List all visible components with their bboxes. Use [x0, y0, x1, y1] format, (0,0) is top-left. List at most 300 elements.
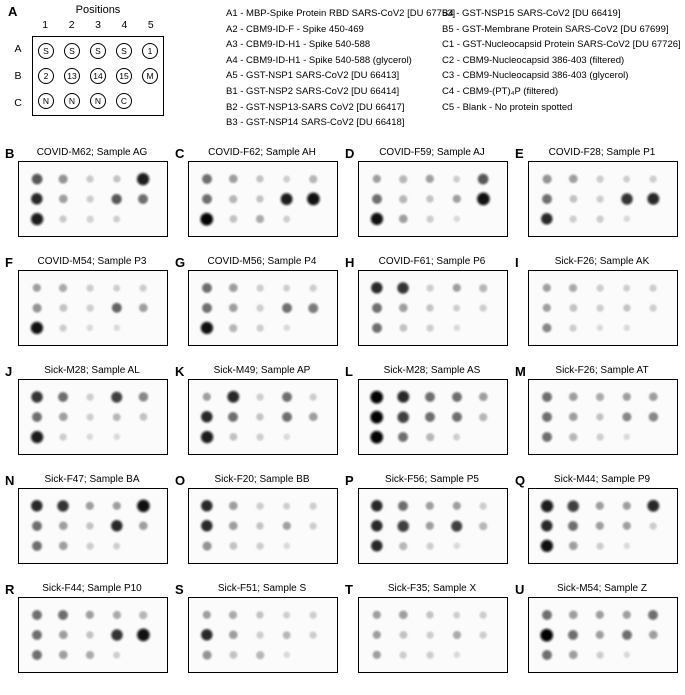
panel-label-e: E [515, 146, 524, 161]
spot-A3 [85, 610, 95, 620]
spot-B2 [59, 303, 68, 312]
spot-B2 [398, 303, 408, 313]
spot-A2 [58, 174, 69, 185]
panel-label-r: R [5, 582, 15, 597]
spot-C2 [229, 214, 238, 223]
spot-A4 [112, 610, 122, 620]
spot-C1 [201, 650, 212, 661]
key-circle-a4: S [116, 43, 132, 59]
spot-C1 [541, 649, 553, 661]
spot-B3 [256, 304, 265, 313]
spot-B3 [595, 412, 604, 421]
spot-B1 [31, 629, 43, 641]
panel-label-i: I [515, 255, 519, 270]
spot-C2 [59, 433, 68, 442]
spot-B3 [255, 412, 264, 421]
legend-entry: B4 - GST-NSP15 SARS-CoV2 [DU 66419] [442, 8, 621, 19]
blot-image-r [18, 597, 168, 673]
spot-A5 [478, 392, 488, 402]
legend-entry: C5 - Blank - No protein spotted [442, 101, 573, 113]
spot-B4 [620, 192, 634, 206]
spot-B2 [569, 194, 578, 203]
spot-B4 [621, 521, 631, 531]
blot-panel-title: COVID-M54; Sample P3 [37, 256, 147, 267]
spot-A5 [309, 174, 319, 184]
spot-A1 [541, 174, 552, 185]
spot-B4 [110, 628, 124, 642]
spot-B3 [86, 413, 95, 422]
spot-A4 [282, 284, 291, 293]
spot-B1 [541, 193, 553, 205]
protein-legend [226, 4, 681, 144]
spot-A1 [201, 282, 213, 294]
spot-B2 [58, 521, 68, 531]
spot-B2 [227, 411, 239, 423]
spot-A1 [30, 499, 44, 513]
spot-B5 [309, 631, 318, 640]
legend-entry: B3 - GST-NSP14 SARS-CoV2 [DU 66418] [226, 117, 405, 129]
blot-panel [5, 364, 175, 455]
spot-C2 [229, 432, 238, 441]
spot-A1 [370, 499, 384, 513]
blot-image-i [528, 270, 678, 346]
spot-C3 [426, 215, 435, 224]
panel-label-f: F [5, 255, 13, 270]
panel-label-b: B [5, 146, 15, 161]
spot-C1 [31, 649, 43, 661]
key-circle-c3: N [90, 93, 106, 109]
spot-A1 [202, 610, 212, 620]
blot-panel-title: Sick-M54; Sample Z [556, 583, 648, 594]
panel-label-g: G [175, 255, 186, 270]
legend-column-1 [226, 6, 456, 144]
blot-panel-title: COVID-M62; Sample AG [36, 147, 148, 158]
spot-C1 [31, 540, 43, 552]
spot-B5 [479, 521, 489, 531]
spot-A4 [282, 502, 291, 511]
spot-A2 [568, 174, 578, 184]
spot-A5 [309, 502, 318, 511]
spot-B5 [479, 304, 488, 313]
key-row-b [33, 67, 163, 85]
spot-C3 [426, 651, 435, 660]
blot-image-h [358, 270, 508, 346]
blot-panel-title: Sick-M28; Sample AS [383, 365, 481, 376]
spot-B5 [138, 521, 148, 531]
spot-A3 [424, 391, 436, 403]
spot-B1 [542, 303, 552, 313]
spot-A4 [282, 175, 291, 184]
spot-A5 [646, 499, 660, 513]
legend-entry: C1 - GST-Nucleocapsid Protein SARS-CoV2 [DU 67726] [442, 39, 681, 51]
spot-B4 [279, 192, 294, 207]
spot-A1 [30, 173, 43, 186]
spot-A5 [479, 283, 489, 293]
spot-B4 [451, 411, 463, 423]
spot-B1 [370, 519, 384, 533]
blot-panel-title: Sick-M49; Sample AP [213, 365, 311, 376]
spot-C2 [398, 214, 408, 224]
spot-C2 [58, 541, 68, 551]
spot-A2 [568, 283, 578, 293]
blot-panel-title: Sick-F26; Sample AK [554, 256, 650, 267]
spot-C4 [622, 215, 630, 223]
spot-C4 [282, 542, 290, 550]
panel-label-l: L [345, 364, 353, 379]
key-circle-b3: 14 [90, 68, 106, 84]
spot-A3 [86, 175, 95, 184]
spot-B2 [397, 410, 411, 424]
blot-panel [515, 364, 685, 455]
blot-panel [5, 255, 175, 346]
blot-panel [5, 473, 175, 564]
figure-header [0, 0, 685, 144]
spot-A2 [568, 610, 578, 620]
spot-C4 [452, 651, 460, 659]
spot-A4 [452, 175, 461, 184]
spot-B1 [372, 630, 382, 640]
spot-C2 [568, 541, 578, 551]
spot-B5 [137, 193, 149, 205]
blot-image-s [188, 597, 338, 673]
spot-A3 [426, 284, 435, 293]
spot-C1 [372, 650, 382, 660]
legend-entry: A2 - CBM9-ID-F - Spike 450-469 [226, 23, 364, 35]
blot-image-q [528, 488, 678, 564]
spot-C1 [199, 320, 214, 335]
spot-C3 [426, 542, 435, 551]
spot-A1 [31, 609, 43, 621]
blot-panel [515, 255, 685, 346]
spot-B2 [228, 630, 238, 640]
spot-C3 [256, 542, 265, 551]
spot-B4 [451, 194, 461, 204]
spot-C4 [622, 651, 630, 659]
positions-title: Positions [75, 4, 121, 16]
key-circle-a3: S [90, 43, 106, 59]
spot-A1 [372, 610, 382, 620]
spot-C4 [452, 542, 460, 550]
key-row-c [33, 92, 163, 110]
spot-B1 [201, 302, 213, 314]
blot-panel-title: Sick-F56; Sample P5 [385, 474, 479, 485]
blot-image-o [188, 488, 338, 564]
spot-B5 [138, 303, 148, 313]
spot-B2 [397, 519, 411, 533]
spot-B1 [371, 193, 383, 205]
spot-B3 [85, 630, 94, 639]
spot-B5 [308, 412, 318, 422]
position-number: 3 [95, 19, 101, 31]
panel-label-h: H [345, 255, 355, 270]
blot-image-m [528, 379, 678, 455]
blot-panel [515, 146, 685, 237]
spot-B5 [646, 192, 660, 206]
blot-panel-title: Sick-F35; Sample X [387, 583, 477, 594]
spot-B5 [476, 191, 491, 206]
spot-B3 [85, 521, 94, 530]
spot-A3 [85, 501, 95, 511]
row-label-c: C [14, 96, 22, 109]
spot-A5 [139, 284, 148, 293]
spot-B2 [58, 412, 68, 422]
spot-B1 [31, 411, 43, 423]
spot-B4 [281, 411, 293, 423]
spot-B3 [595, 630, 605, 640]
spot-A1 [370, 281, 384, 295]
spot-A2 [568, 392, 578, 402]
spot-C4 [282, 433, 290, 441]
blot-image-f [18, 270, 168, 346]
blot-panel [345, 146, 515, 237]
spot-C2 [399, 323, 408, 332]
spot-C1 [199, 211, 215, 227]
legend-entry: A1 - MBP-Spike Protein RBD SARS-CoV2 [DU 67753] [226, 8, 456, 19]
spot-A2 [228, 283, 238, 293]
spot-C4 [112, 324, 120, 332]
spot-A5 [138, 391, 149, 402]
spot-B2 [399, 630, 408, 639]
legend-column-2 [442, 6, 681, 144]
spot-A5 [649, 284, 658, 293]
spot-B1 [540, 519, 554, 533]
spot-C4 [452, 433, 461, 442]
spot-A2 [56, 499, 70, 513]
spot-C4 [452, 324, 460, 332]
blot-panel-grid [0, 146, 685, 673]
spot-C1 [541, 431, 553, 443]
key-circle-c4: C [116, 93, 132, 109]
spot-A2 [567, 499, 581, 513]
spot-A4 [621, 392, 631, 402]
key-circle-b2: 13 [64, 68, 80, 84]
spot-B1 [541, 411, 553, 423]
spot-A4 [451, 391, 463, 403]
spot-C4 [282, 324, 290, 332]
spot-A2 [58, 283, 68, 293]
spot-B1 [369, 409, 385, 425]
blot-panel-title: COVID-F28; Sample P1 [548, 147, 656, 158]
row-label-a: A [14, 43, 22, 56]
spot-B4 [452, 304, 461, 313]
spot-C4 [112, 433, 120, 441]
spot-B4 [621, 411, 632, 422]
spot-C2 [569, 324, 578, 333]
spot-B2 [567, 629, 579, 641]
spot-B3 [596, 195, 605, 204]
spot-C4 [112, 542, 121, 551]
spot-A5 [479, 611, 488, 620]
blot-panel [345, 473, 515, 564]
blot-panel-title: Sick-F51; Sample S [217, 583, 307, 594]
position-column-headers [32, 19, 164, 31]
spot-A4 [621, 501, 631, 511]
panel-label-u: U [515, 582, 525, 597]
spot-B5 [479, 631, 488, 640]
spot-A3 [425, 501, 435, 511]
spot-B4 [450, 519, 464, 533]
spot-B3 [256, 631, 265, 640]
position-number: 2 [68, 19, 75, 31]
spot-A5 [136, 498, 151, 513]
spot-B4 [109, 519, 123, 533]
key-circle-b1: 2 [38, 68, 54, 84]
spot-B4 [281, 521, 291, 531]
legend-entry: A5 - GST-NSP1 SARS-CoV2 [DU 66413] [226, 70, 400, 82]
key-row-a [33, 42, 163, 60]
spot-C1 [371, 322, 383, 334]
key-circle-b4: 15 [116, 68, 132, 84]
spot-A1 [30, 390, 44, 404]
spot-A3 [256, 284, 265, 293]
blot-panel-title: COVID-F62; Sample AH [208, 147, 316, 158]
spot-C3 [86, 215, 95, 224]
panel-label-c: C [175, 146, 185, 161]
blot-image-p [358, 488, 508, 564]
spot-C3 [426, 324, 435, 333]
spot-C1 [369, 211, 384, 226]
spot-A1 [541, 391, 553, 403]
spot-C3 [596, 651, 605, 660]
legend-entry: A4 - CBM9-ID-H1 - Spike 540-588 (glycerol) [226, 54, 412, 66]
spot-C3 [596, 324, 604, 332]
spot-C1 [541, 322, 552, 333]
spot-C4 [622, 542, 630, 550]
blot-image-l [358, 379, 508, 455]
blot-image-t [358, 597, 508, 673]
spot-B5 [648, 411, 659, 422]
spot-B2 [58, 630, 68, 640]
spot-B4 [282, 630, 292, 640]
blot-panel-title: Sick-M44; Sample P9 [553, 474, 651, 485]
spot-C2 [568, 650, 578, 660]
spot-A5 [309, 393, 318, 402]
spot-C1 [29, 320, 44, 335]
spot-A2 [398, 610, 408, 620]
panel-label-o: O [175, 473, 186, 488]
blot-panel-title: Sick-F47; Sample BA [44, 474, 140, 485]
blot-panel [175, 473, 345, 564]
spot-C4 [622, 433, 630, 441]
spot-A1 [541, 609, 553, 621]
spot-B2 [228, 303, 238, 313]
spot-A2 [399, 174, 409, 184]
spot-A3 [86, 393, 95, 402]
spot-C2 [59, 214, 68, 223]
spot-C4 [112, 651, 121, 660]
spot-C1 [199, 430, 214, 445]
spot-B4 [281, 302, 293, 314]
spot-B5 [309, 522, 318, 531]
blot-panel [175, 255, 345, 346]
spot-A1 [201, 173, 213, 185]
blot-panel-title: Sick-F20; Sample BB [214, 474, 310, 485]
spot-A5 [479, 502, 488, 511]
spot-B3 [86, 195, 95, 204]
spot-B1 [200, 519, 214, 533]
blot-image-e [528, 161, 678, 237]
spot-B4 [621, 629, 633, 641]
key-circle-a5: 1 [142, 43, 158, 59]
spot-A5 [309, 611, 318, 620]
blot-image-d [358, 161, 508, 237]
spot-A5 [136, 172, 151, 187]
spot-B4 [112, 412, 122, 422]
spot-B2 [568, 412, 578, 422]
spot-C2 [229, 650, 238, 659]
spot-A3 [256, 393, 265, 402]
spot-C2 [569, 432, 579, 442]
spot-C4 [282, 215, 291, 224]
spot-C4 [112, 215, 121, 224]
spot-C3 [256, 433, 265, 442]
blot-panel-title: Sick-F26; Sample AT [555, 365, 649, 376]
blot-panel-title: Sick-M28; Sample AL [44, 365, 140, 376]
spot-B3 [595, 521, 605, 531]
spot-C3 [86, 324, 94, 332]
spot-C3 [256, 324, 265, 333]
key-circle-c1: N [38, 93, 54, 109]
blot-image-g [188, 270, 338, 346]
spot-B1 [539, 627, 555, 643]
blot-panel-title: COVID-F59; Sample AJ [379, 147, 485, 158]
panel-label-n: N [5, 473, 15, 488]
spot-A1 [202, 392, 212, 402]
spot-C4 [282, 651, 290, 659]
spot-B3 [596, 304, 605, 313]
spot-B5 [306, 191, 321, 206]
spot-B5 [649, 522, 658, 531]
spot-B4 [110, 193, 123, 206]
panel-label-q: Q [515, 473, 526, 488]
spot-A3 [425, 610, 434, 619]
key-circle-b5: M [142, 68, 158, 84]
spot-A4 [452, 611, 461, 620]
blot-panel [175, 364, 345, 455]
position-number: 4 [121, 19, 128, 31]
spot-A4 [451, 283, 461, 293]
spot-C4 [622, 324, 630, 332]
spot-B3 [86, 304, 95, 313]
spot-A3 [256, 502, 265, 511]
array-row-labels [10, 36, 26, 116]
legend-entry: C3 - CBM9-Nucleocapsid 386-403 (glycerol) [442, 70, 629, 82]
spot-A4 [282, 611, 291, 620]
blot-image-n [18, 488, 168, 564]
spot-C1 [370, 539, 384, 553]
spot-A1 [539, 499, 554, 514]
spot-B5 [648, 630, 658, 640]
spot-B1 [200, 628, 214, 642]
blot-panel [175, 582, 345, 673]
spot-B3 [425, 303, 434, 312]
position-number: 5 [147, 19, 154, 31]
blot-panel [345, 364, 515, 455]
panel-label-p: P [345, 473, 354, 488]
spot-C3 [255, 650, 265, 660]
spot-A3 [255, 174, 264, 183]
spot-B1 [200, 410, 214, 424]
spot-B1 [31, 520, 43, 532]
spot-A2 [228, 174, 238, 184]
spot-C1 [29, 430, 44, 445]
spot-B5 [649, 304, 658, 313]
blot-panel-title: COVID-M56; Sample P4 [207, 256, 317, 267]
key-circle-a2: S [64, 43, 80, 59]
spot-A5 [139, 610, 149, 620]
spot-A2 [226, 390, 240, 404]
spot-B2 [569, 303, 578, 312]
